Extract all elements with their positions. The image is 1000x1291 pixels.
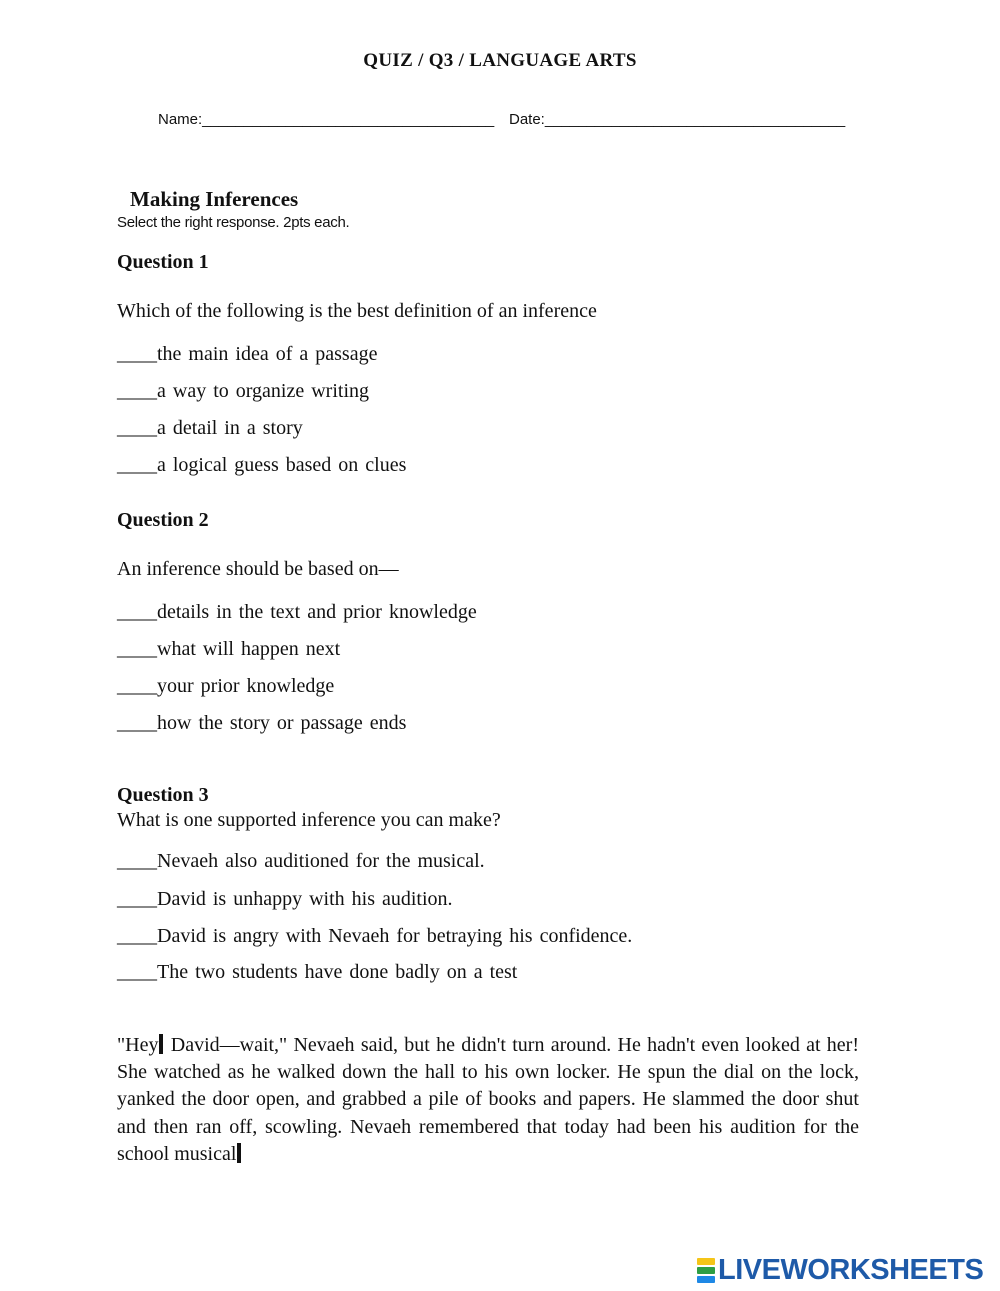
question-3-option-3[interactable]: ____David is angry with Nevaeh for betraying his confidence. [117, 925, 633, 947]
question-3-option-1[interactable]: ____Nevaeh also auditioned for the musical. [117, 850, 485, 872]
question-2-heading: Question 2 [117, 509, 209, 531]
question-1-option-4[interactable]: ____a logical guess based on clues [117, 454, 407, 476]
text-cursor-marker [159, 1034, 163, 1054]
question-1-option-2[interactable]: ____a way to organize writing [117, 380, 370, 402]
question-2-option-1[interactable]: ____details in the text and prior knowledge [117, 601, 477, 623]
question-1-option-3[interactable]: ____a detail in a story [117, 417, 303, 439]
passage-text-body: David—wait," Nevaeh said, but he didn't turn around. He hadn't even looked at her! She watched as he walked down the hall to his own locker. He spun the dial on the lock, yanked the door open, and grabbed a pile of books and papers. He slammed the door shut and then ran off, scowling. Nevaeh remembered that today had been his audition for the school musical [117, 1034, 859, 1165]
logo-text: LIVEWORKSHEETS [718, 1253, 984, 1286]
logo-block-yellow [697, 1258, 715, 1265]
logo-blocks-icon [697, 1257, 715, 1284]
logo-block-blue [697, 1276, 715, 1283]
page-title: QUIZ / Q3 / LANGUAGE ARTS [363, 50, 637, 71]
question-3-option-4[interactable]: ____The two students have done badly on a test [117, 961, 518, 983]
question-1-prompt: Which of the following is the best definition of an inference [117, 300, 597, 322]
reading-passage [117, 1032, 859, 1168]
date-field[interactable]: Date:____________________________________ [509, 111, 846, 128]
question-2-prompt: An inference should be based on— [117, 558, 399, 580]
liveworksheets-logo [697, 1254, 983, 1286]
passage-text-start: "Hey [117, 1034, 159, 1056]
text-cursor-marker-end [237, 1143, 241, 1163]
name-field[interactable]: Name:___________________________________ [158, 111, 495, 128]
section-title: Making Inferences [130, 187, 299, 211]
question-3-option-2[interactable]: ____David is unhappy with his audition. [117, 888, 453, 910]
question-3-prompt: What is one supported inference you can make? [117, 809, 501, 831]
question-3-heading: Question 3 [117, 784, 209, 806]
question-2-option-2[interactable]: ____what will happen next [117, 638, 341, 660]
question-1-heading: Question 1 [117, 251, 209, 273]
question-2-option-4[interactable]: ____how the story or passage ends [117, 712, 407, 734]
question-1-option-1[interactable]: ____the main idea of a passage [117, 343, 378, 365]
logo-block-green [697, 1267, 715, 1274]
question-2-option-3[interactable]: ____your prior knowledge [117, 675, 335, 697]
instructions: Select the right response. 2pts each. [117, 214, 350, 231]
